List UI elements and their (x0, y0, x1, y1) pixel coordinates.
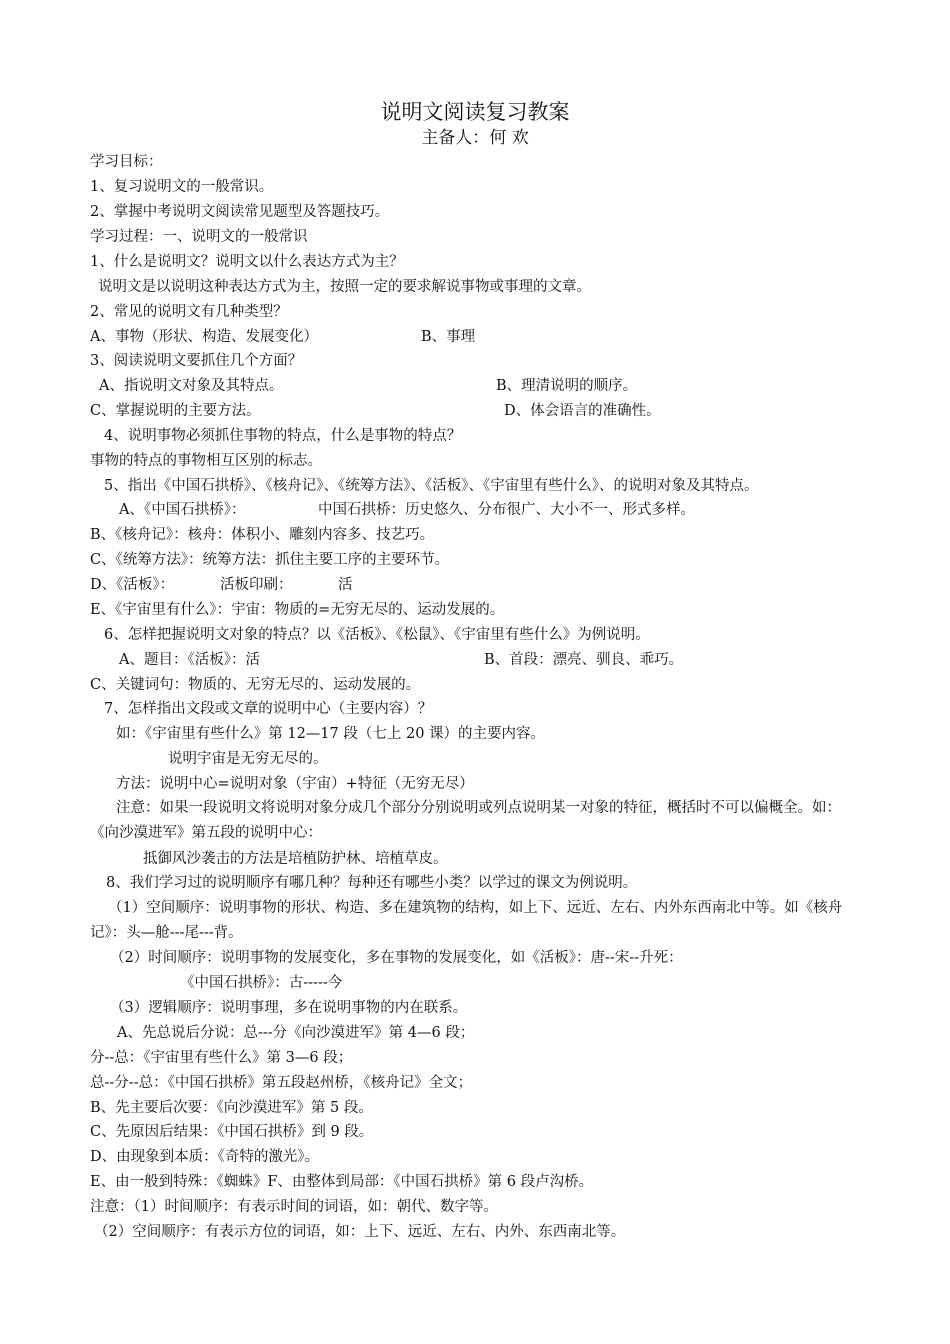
answer-3-option-a: A、指说明文对象及其特点。 (99, 378, 284, 394)
answer-6-item-c: C、关键词句：物质的、无穷无尽的、运动发展的。 (90, 677, 421, 693)
document-title: 说明文阅读复习教案 (380, 100, 570, 124)
answer-6-item-a: A、题目：《活板》：活 (119, 652, 260, 668)
question-1: 1、什么是说明文？说明文以什么表达方式为主？ (90, 254, 404, 270)
answer-3-option-b: B、理清说明的顺序。 (496, 378, 638, 394)
answer-5-item-c: C、《统筹方法》：统筹方法：抓住主要工序的主要环节。 (90, 552, 450, 568)
question-6: 6、怎样把握说明文对象的特点？以《活板》、《松鼠》、《宇宙里有些什么》为例说明。 (104, 627, 650, 643)
answer-7-method: 方法：说明中心=说明对象（宇宙）+特征（无穷无尽） (116, 776, 474, 792)
answer-5-item-a-label: A、《中国石拱桥》： (119, 502, 246, 518)
answer-4: 事物的特点的事物相互区别的标志。 (90, 453, 322, 469)
answer-5-item-d-object: 活板印刷： (220, 577, 293, 593)
section-heading-goals: 学习目标： (90, 154, 163, 170)
answer-8-logical-order: （3）逻辑顺序：说明事理，多在说明事物的内在联系。 (110, 1000, 468, 1016)
answer-5-item-e: E、《宇宙里有什么》：宇宙：物质的=无穷无尽的、运动发展的。 (90, 602, 505, 618)
logical-order-item-d: D、由现象到本质：《奇特的激光》。 (90, 1149, 320, 1165)
answer-5-item-d-feature: 活 (338, 577, 353, 593)
answer-7-example: 如：《宇宙里有些什么》第 12—17 段（七上 20 课）的主要内容。 (116, 726, 546, 742)
section-heading-process: 学习过程：一、说明文的一般常识 (90, 229, 308, 245)
question-7: 7、怎样指出文段或文章的说明中心（主要内容）？ (104, 701, 433, 717)
question-3: 3、阅读说明文要抓住几个方面？ (90, 353, 303, 369)
logical-order-item-c: C、先原因后结果：《中国石拱桥》到 9 段。 (90, 1124, 374, 1140)
logical-order-item-b: B、先主要后次要：《向沙漠进军》第 5 段。 (90, 1100, 373, 1116)
logical-order-item-e: E、由一般到特殊：《蜘蛛》F、由整体到局部：《中国石拱桥》第 6 段卢沟桥。 (90, 1174, 594, 1190)
answer-7-example-result: 说明宇宙是无穷无尽的。 (168, 751, 328, 767)
note-time-order: 注意：（1）时间顺序：有表示时间的词语，如：朝代、数字等。 (90, 1199, 498, 1215)
answer-8-time-order: （2）时间顺序：说明事物的发展变化，多在事物的发展变化，如《活板》：唐--宋--升死： (110, 950, 683, 966)
goal-item-1: 1、复习说明文的一般常识。 (90, 179, 274, 195)
question-2: 2、常见的说明文有几种类型？ (90, 304, 288, 320)
question-4: 4、说明事物必须抓住事物的特点，什么是事物的特点？ (104, 428, 462, 444)
logical-order-item-a-2: 分--总：《宇宙里有些什么》第 3—6 段； (90, 1050, 353, 1066)
author-line: 主备人：何 欢 (421, 128, 529, 148)
answer-5-item-b: B、《核舟记》：核舟：体积小、雕刻内容多、技艺巧。 (90, 527, 435, 543)
question-8: 8、我们学习过的说明顺序有哪几种？每种还有哪些小类？以学过的课文为例说明。 (106, 875, 638, 891)
answer-7-note: 注意：如果一段说明文将说明对象分成几个部分分别说明或列点说明某一对象的特征，概括时不可以偏概全。如：《向沙漠进军》第五段的说明中心： (90, 800, 841, 841)
answer-2-option-a: A、事物（形状、构造、发展变化） (90, 329, 318, 345)
goal-item-2: 2、掌握中考说明文阅读常见题型及答题技巧。 (90, 204, 390, 220)
answer-5-item-d-label: D、《活板》： (90, 577, 175, 593)
answer-6-item-b: B、首段：漂亮、驯良、乖巧。 (484, 652, 684, 668)
answer-5-item-a-text: 中国石拱桥：历史悠久、分布很广、大小不一、形式多样。 (318, 502, 695, 518)
answer-3-option-c: C、掌握说明的主要方法。 (90, 403, 261, 419)
logical-order-item-a: A、先总说后分说：总---分《向沙漠进军》第 4—6 段； (117, 1025, 475, 1041)
answer-7-note-result: 抵御风沙袭击的方法是培植防护林、培植草皮。 (143, 851, 448, 867)
answer-1: 说明文是以说明这种表达方式为主，按照一定的要求解说事物或事理的文章。 (98, 279, 591, 295)
note-spatial-order: （2）空间顺序：有表示方位的词语，如：上下、远近、左右、内外、东西南北等。 (94, 1224, 626, 1240)
question-5: 5、指出《中国石拱桥》、《核舟记》、《统筹方法》、《活板》、《宇宙里有些什么》、的说明对象及其特点。 (104, 478, 759, 494)
answer-8-spatial-order: （1）空间顺序：说明事物的形状、构造、多在建筑物的结构，如上下、远近、左右、内外东西南北中等。如《核舟记》：头—舱---尾---背。 (90, 900, 843, 941)
logical-order-item-a-3: 总--分--总：《中国石拱桥》第五段赵州桥，《核舟记》全文； (90, 1075, 473, 1091)
answer-8-time-order-example: 《中国石拱桥》：古-----今 (180, 975, 343, 991)
answer-3-option-d: D、体会语言的准确性。 (504, 403, 661, 419)
answer-2-option-b: B、事理 (421, 329, 476, 345)
